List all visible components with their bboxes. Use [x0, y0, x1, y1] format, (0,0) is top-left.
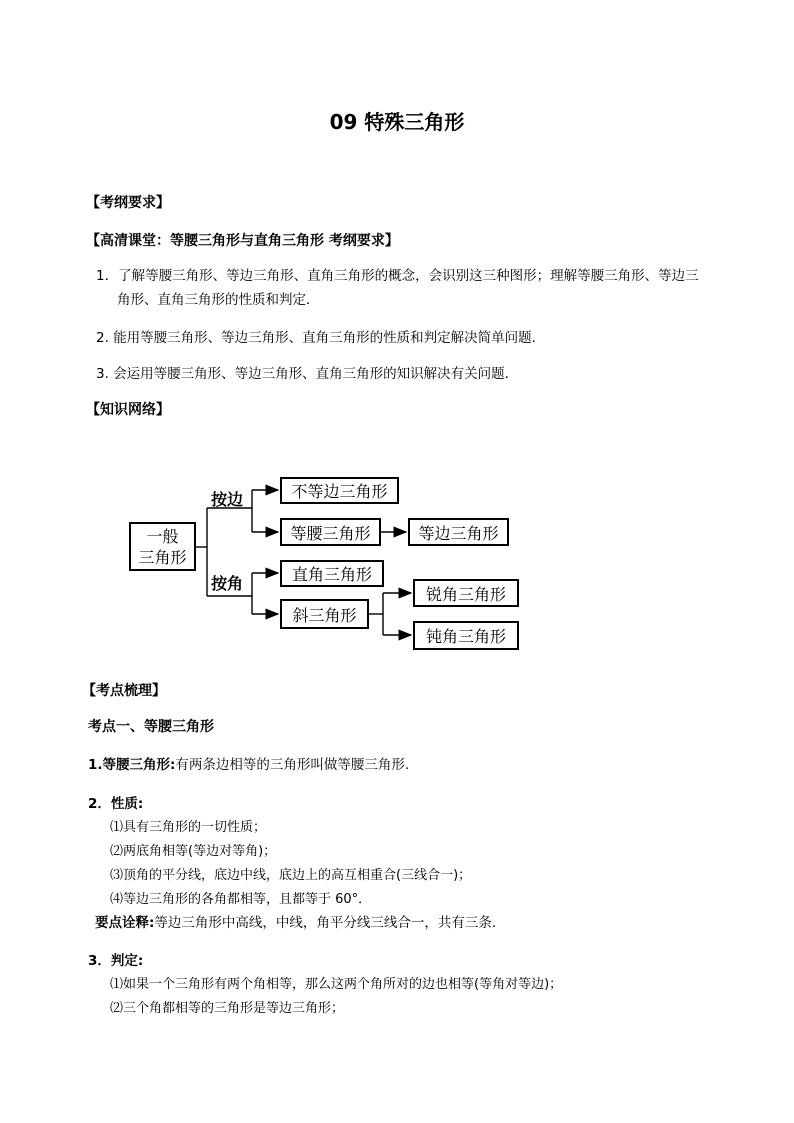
definition-text: 有两条边相等的三角形叫做等腰三角形. — [175, 757, 410, 773]
definition-line — [88, 753, 409, 773]
judgment-item-2: ⑵三个角都相等的三角形是等边三角形； — [110, 1001, 345, 1016]
requirement-item-3 — [96, 362, 518, 386]
right-triangle-box: 直角三角形 — [280, 560, 384, 587]
definition-label: 1.等腰三角形: — [88, 757, 176, 773]
property-item-4: ⑷等边三角形的各角都相等，且都等于 60°． — [110, 892, 372, 907]
property-item-2: ⑵两底角相等(等边对等角)； — [110, 844, 277, 859]
page-title: 09 特殊三角形 — [329, 110, 465, 134]
key-note-label: 要点诠释: — [95, 915, 155, 931]
requirement-item-2 — [96, 326, 545, 350]
by-side-label: 按边 — [211, 490, 244, 509]
point-one-title: 考点一、等腰三角形 — [88, 719, 214, 735]
judgment-item-1: ⑴如果一个三角形有两个角相等，那么这两个角所对的边也相等(等角对等边)； — [110, 977, 563, 992]
obtuse-triangle-box: 钝角三角形 — [413, 621, 519, 650]
oblique-triangle-box: 斜三角形 — [280, 599, 369, 629]
key-note-line — [95, 911, 496, 931]
root-triangle-box — [129, 522, 196, 571]
scalene-triangle-box: 不等边三角形 — [280, 477, 399, 504]
section-heading-network: 【知识网络】 — [86, 402, 170, 418]
requirement-text: 了解等腰三角形、等边三角形、直角三角形的概念，会识别这三种图形；理解等腰三角形、等边三 — [118, 268, 699, 284]
judgment-heading: 3．判定: — [88, 953, 144, 969]
requirement-text: 会运用等腰三角形、等边三角形、直角三角形的知识解决有关问题． — [113, 366, 519, 382]
property-item-3: ⑶顶角的平分线，底边中线，底边上的高互相重合(三线合一)； — [110, 868, 472, 883]
property-item-1: ⑴具有三角形的一切性质； — [110, 820, 267, 835]
section-heading-requirements: 【考纲要求】 — [86, 195, 170, 211]
section-heading-points: 【考点梳理】 — [82, 683, 166, 699]
requirement-number: 3. — [96, 366, 109, 382]
requirement-item-1 — [96, 264, 699, 288]
property-heading: 2．性质: — [88, 796, 144, 812]
root-label-line1: 一般 — [146, 526, 179, 546]
key-note-text: 等边三角形中高线，中线，角平分线三线合一，共有三条. — [154, 915, 497, 931]
isosceles-triangle-box: 等腰三角形 — [280, 518, 381, 546]
by-angle-label: 按角 — [211, 574, 244, 593]
equilateral-triangle-box: 等边三角形 — [408, 518, 509, 546]
acute-triangle-box: 锐角三角形 — [413, 579, 519, 607]
requirement-text: 能用等腰三角形、等边三角形、直角三角形的性质和判定解决简单问题． — [113, 330, 546, 346]
requirement-number: 1． — [96, 268, 119, 284]
requirement-item-1-continued: 角形、直角三角形的性质和判定． — [117, 292, 320, 308]
requirement-number: 2. — [96, 330, 109, 346]
root-label-line2: 三角形 — [138, 547, 187, 567]
hd-class-heading: 【高清课堂：等腰三角形与直角三角形 考纲要求】 — [86, 233, 399, 249]
